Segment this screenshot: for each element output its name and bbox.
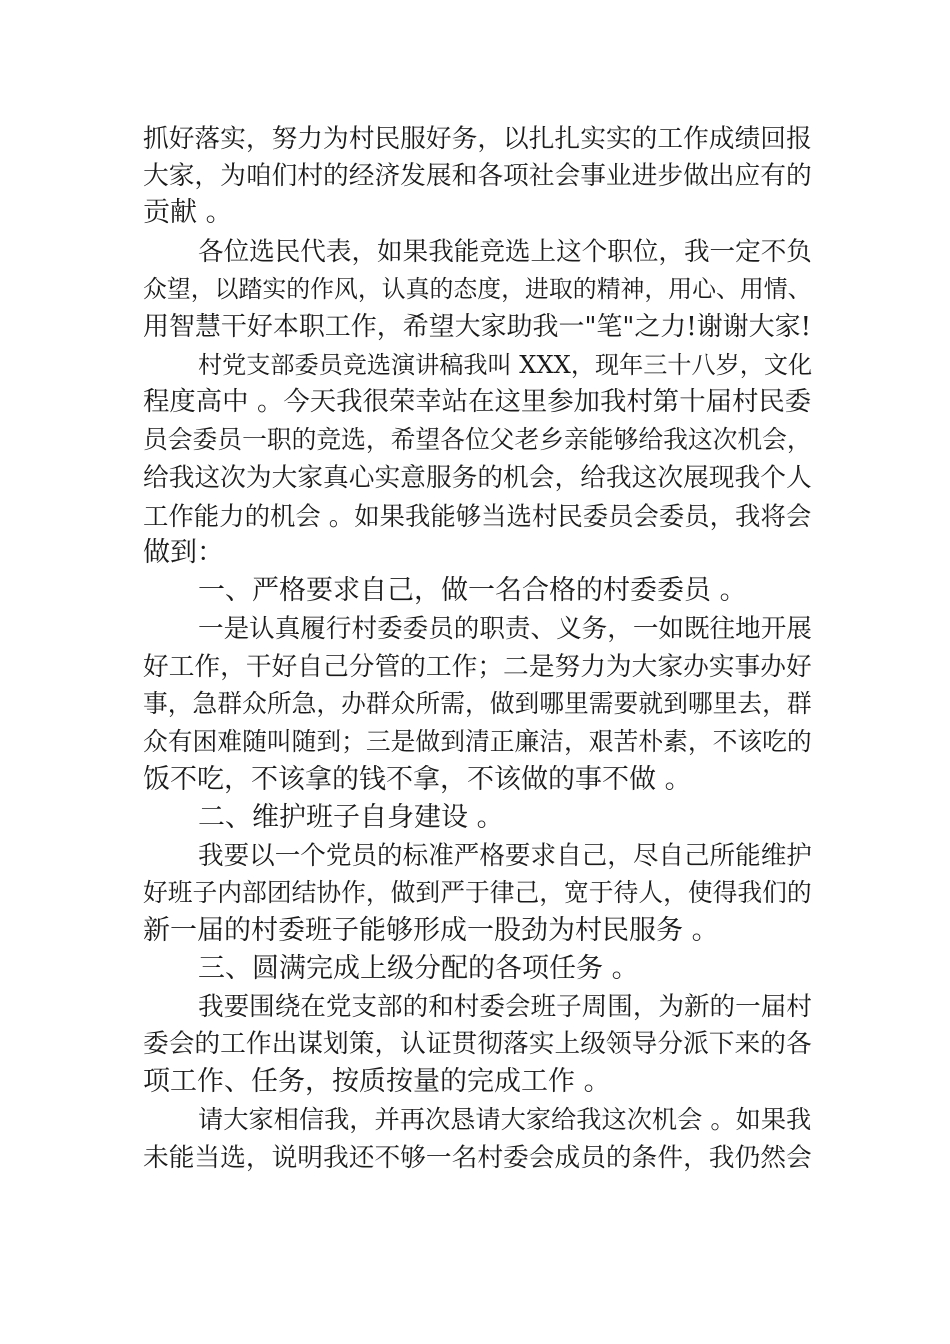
text-line: 做到：	[143, 537, 224, 568]
text-line: 大家，为咱们村的经济发展和各项社会事业进步做出应有的	[143, 161, 812, 191]
text-line: 项工作、任务，按质按量的完成工作 。	[143, 1066, 611, 1097]
text-line: 二、维护班子自身建设 。	[198, 802, 504, 833]
text-line: 请大家相信我，并再次恳请大家给我这次机会 。如果我	[198, 1105, 812, 1134]
text-line: 未能当选，说明我还不够一名村委会成员的条件，我仍然会	[143, 1143, 812, 1173]
text-line: 新一届的村委班子能够形成一股劲为村民服务 。	[143, 915, 719, 946]
text-line: 众有困难随叫随到；三是做到清正廉洁，艰苦朴素，不该吃的	[143, 727, 812, 756]
text-line: 我要以一个党员的标准严格要求自己，尽自己所能维护	[198, 841, 812, 871]
text-line: 各位选民代表，如果我能竞选上这个职位，我一定不负	[198, 237, 812, 267]
text-line: 好班子内部团结协作，做到严于律己，宽于待人，使得我们的	[143, 878, 812, 907]
text-line: 工作能力的机会 。如果我能够当选村民委员会委员，我将会	[143, 501, 812, 531]
text-line: 给我这次为大家真心实意服务的机会，给我这次展现我个人	[143, 463, 812, 493]
text-line: 我要围绕在党支部的和村委会班子周围，为新的一届村	[198, 992, 812, 1022]
text-line: 好工作，干好自己分管的工作；二是努力为大家办实事办好	[143, 652, 812, 682]
text-line: 贡献 。	[143, 197, 233, 228]
text-line: 饭不吃，不该拿的钱不拿，不该做的事不做 。	[143, 764, 692, 795]
text-line: 一是认真履行村委委员的职责、义务，一如既往地开展	[198, 614, 812, 644]
text-line: 用智慧干好本职工作，希望大家助我一"笔"之力!谢谢大家!	[143, 312, 812, 342]
text-line: 委会的工作出谋划策，认证贯彻落实上级领导分派下来的各	[143, 1029, 812, 1059]
text-line: 程度高中 。今天我很荣幸站在这里参加我村第十届村民委	[143, 386, 812, 417]
text-line: 事，急群众所急，办群众所需，做到哪里需要就到哪里去，群	[143, 689, 812, 718]
text-line: 众望，以踏实的作风，认真的态度，进取的精神，用心、用情、	[143, 275, 812, 303]
text-line: 一、严格要求自己，做一名合格的村委委员 。	[198, 575, 747, 606]
text-line: 抓好落实，努力为村民服好务，以扎扎实实的工作成绩回报	[143, 124, 812, 154]
text-line: 三、圆满完成上级分配的各项任务 。	[198, 953, 639, 984]
text-line: 员会委员一职的竞选，希望各位父老乡亲能够给我这次机会，	[143, 425, 812, 454]
text-line: 村党支部委员竞选演讲稿我叫 XXX，现年三十八岁，文化	[198, 351, 813, 379]
